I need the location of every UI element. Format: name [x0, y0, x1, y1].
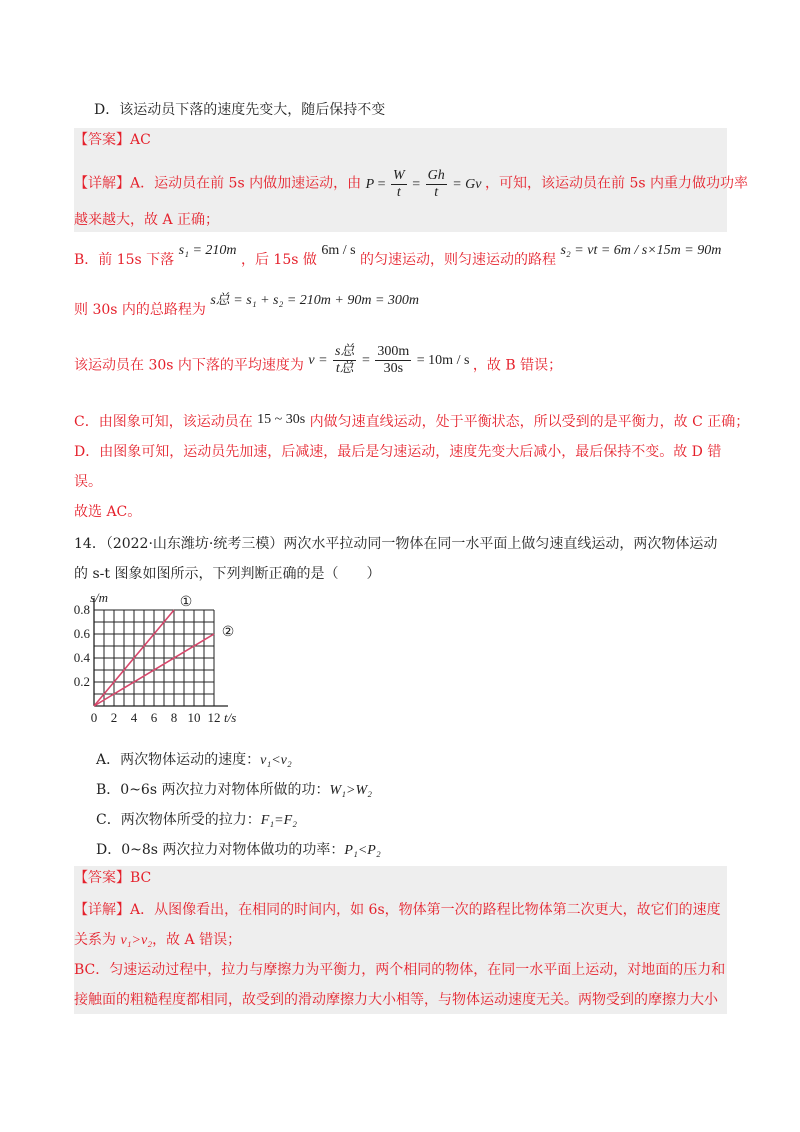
q13-c-line: C．由图象可知，该运动员在 15 ~ 30s 内做匀速直线运动，处于平衡状态，所以受到的是平衡力，故 C 正确； — [74, 412, 750, 430]
x-tick-label: 10 — [187, 710, 201, 725]
q13-power-formula: P = $\frac{W}{t}$ = $\frac{Gh}{t}$ = Gv — [365, 168, 482, 200]
q13-b-avg-formula: v = $\frac{\text{s总}}{\text{t总}}$ = $\frac{300m}{30s}$ = 10m / s — [308, 344, 470, 376]
x-tick-label: 12 — [207, 710, 221, 725]
y-tick-label: 0.2 — [73, 674, 90, 689]
q13-b-speed: 6m / s — [321, 243, 356, 258]
q13-option-d: D．该运动员下落的速度先变大，随后保持不变 — [94, 102, 386, 118]
q13-detail-prefix: 【详解】A．运动员在前 5s 内做加速运动，由 — [74, 175, 362, 192]
q14-detail-line3: BC．匀速运动过程中，拉力与摩擦力为平衡力，两个相同的物体，在同一水平面上运动，对地面的压力和 — [74, 962, 726, 978]
q13-answer: 【答案】AC — [74, 132, 151, 148]
x-axis-label: t/s — [224, 710, 237, 725]
q13-b-line1: B．前 15s 下落 s₁ = 210m ，后 15s 做 6m / s 的匀速运动，则匀速运动的路程 s₂ = vt = 6m / s×15m = 90m — [74, 243, 722, 268]
y-tick-label: 0.4 — [73, 650, 90, 665]
q14-option-b: B．0~6s 两次拉力对物体所做的功：W₁>W₂ — [96, 782, 372, 798]
q14-detail-line1: 【详解】A．从图像看出，在相同的时间内，如 6s，物体第一次的路程比物体第二次更大，故它们的速度 — [74, 902, 721, 918]
x-tick-label: 0 — [90, 710, 98, 725]
q14-stem-line2: 的 s-t 图象如图所示，下列判断正确的是（ ） — [74, 566, 381, 582]
q13-c-range: 15 ~ 30s — [257, 412, 306, 427]
q13-b-avg-line: 该运动员在 30s 内下落的平均速度为 v = $\frac{\text{s总}}{\text{t总}}$ = $\frac{300m}{30s}$ = 10m / s ，故 B 错误； — [74, 344, 563, 376]
series-label-2: ② — [221, 625, 235, 640]
q14-option-c: C．两次物体所受的拉力：F₁=F₂ — [96, 812, 298, 828]
q14-stem-line1: 14．（2022·山东潍坊·统考三模）两次水平拉动同一物体在同一水平面上做匀速直线运动，两次物体运动 — [74, 536, 718, 552]
q13-b-s2: s₂ = vt = 6m / s×15m = 90m — [560, 243, 722, 258]
x-tick-label: 8 — [170, 710, 178, 725]
q13-d-line1: D．由图象可知，运动员先加速，后减速，最后是匀速运动，速度先变大后减小，最后保持不变。故 D 错 — [74, 444, 722, 460]
x-tick-label: 6 — [150, 710, 158, 725]
q14-detail-line2: 关系为 v₁>v₂，故 A 错误； — [74, 932, 242, 948]
q13-b-total-formula: s总 = s₁ + s₂ = 210m + 90m = 300m — [210, 293, 420, 308]
q14-answer: 【答案】BC — [74, 870, 152, 886]
x-tick-label: 2 — [110, 710, 118, 725]
q14-option-d: D．0~8s 两次拉力对物体做功的功率：P₁<P₂ — [96, 842, 381, 858]
q13-b-total-line: 则 30s 内的总路程为 s总 = s₁ + s₂ = 210m + 90m = 300m — [74, 293, 420, 318]
q13-detail-line1 — [74, 168, 748, 201]
y-tick-label: 0.6 — [73, 626, 90, 641]
q13-b-s1: s₁ = 210m — [178, 243, 237, 258]
q13-d-line2: 误。 — [74, 474, 102, 490]
y-axis-label: s/m — [90, 590, 109, 605]
q13-detail-suffix: ，可知，该运动员在前 5s 内重力做功功率 — [485, 175, 749, 192]
q13-choose: 故选 AC。 — [74, 504, 142, 520]
x-tick-label: 4 — [130, 710, 138, 725]
q14-detail-line4: 接触面的粗糙程度都相同，故受到的滑动摩擦力大小相等，与物体运动速度无关。两物受到的摩擦力大小 — [74, 992, 718, 1008]
q14-option-a: A．两次物体运动的速度：v₁<v₂ — [96, 752, 292, 768]
st-graph — [70, 588, 270, 728]
q13-detail-line2: 越来越大，故 A 正确； — [74, 212, 220, 228]
series-label-1: ① — [179, 595, 193, 610]
y-tick-label: 0.8 — [73, 602, 90, 617]
